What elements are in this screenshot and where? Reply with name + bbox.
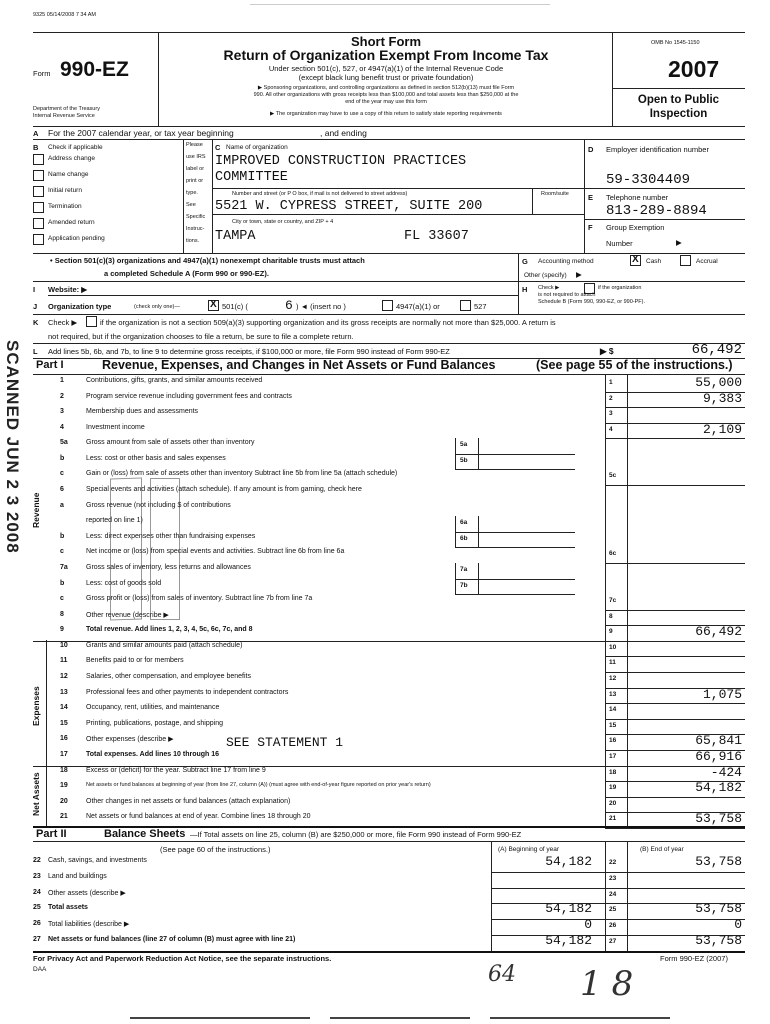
line-description: Professional fees and other payments to independent contractors (86, 688, 289, 696)
side-expenses: Expenses (31, 686, 41, 726)
check-only-one: (check only one)— (134, 304, 180, 310)
line-number: 11 (60, 657, 68, 665)
side-revenue: Revenue (31, 492, 41, 528)
part2-see: (See page 60 of the instructions.) (160, 845, 271, 854)
website-label: Website: ▶ (48, 285, 87, 294)
501c-mark: X (210, 299, 217, 310)
print-timestamp: 9325 05/14/2008 7 34 AM (33, 12, 96, 18)
bs-line-number: 25 (33, 904, 41, 912)
cash-checkbox-mark: X (632, 254, 639, 265)
line-description: Net income or (loss) from special events and activities. Subtract line 6b from line 6a (86, 548, 345, 556)
group-exemption-label: Group Exemption (606, 223, 665, 232)
line-number: 8 (60, 610, 64, 618)
inner-box-label: 6a (460, 519, 468, 527)
part1-title: Revenue, Expenses, and Changes in Net Assets or Fund Balances (102, 358, 496, 372)
line-description: Less: cost of goods sold (86, 579, 162, 587)
line-description: Other changes in net assets or fund balances (attach explanation) (86, 797, 291, 805)
line-box-label: 4 (609, 425, 613, 433)
bs-box-label: 23 (609, 874, 617, 882)
open-to-public: Open to Public (637, 94, 720, 106)
line-description: Gross sales of inventory, less returns and allowances (86, 563, 251, 571)
g-label: G (522, 257, 528, 266)
line-value: 9,383 (702, 390, 742, 406)
inner-box-label: 6b (460, 534, 468, 542)
tax-year: 2007 (668, 56, 720, 82)
line-value: 66,492 (695, 624, 742, 640)
bs-col-b-value: 53,758 (695, 901, 742, 917)
line-number: 13 (60, 688, 68, 696)
row-a-label: A (33, 129, 39, 138)
line-number: b (60, 579, 65, 587)
4947-checkbox[interactable] (382, 300, 393, 311)
line-number: a (60, 501, 64, 509)
row-b-label: B (33, 143, 39, 152)
received-stamp-2 (150, 478, 180, 620)
line-box-label: 11 (609, 659, 616, 667)
please-text: tions. (186, 238, 200, 244)
ein-value: 59-3304409 (606, 172, 691, 188)
line-box-label: 10 (609, 643, 617, 651)
phone-label: Telephone number (606, 193, 669, 202)
line-box-label: 2 (609, 394, 613, 402)
row-a-text: For the 2007 calendar year, or tax year beginning (48, 128, 234, 138)
line-description: Benefits paid to or for members (86, 657, 184, 665)
bs-box-label: 22 (609, 859, 617, 866)
line-number: 21 (60, 813, 68, 821)
arrow-icon: ▶ (576, 270, 582, 279)
row-a-ending: , and ending (320, 128, 367, 138)
line-box-label: 9 (609, 628, 613, 636)
line-description: Printing, publications, postage, and shipping (86, 719, 223, 727)
bs-line-description: Total liabilities (describe ▶ (48, 921, 130, 929)
bs-col-a-value: 54,182 (545, 933, 592, 948)
line-description: reported on line 1) (86, 517, 143, 525)
bs-box-label: 25 (609, 906, 617, 914)
please-text: use IRS (186, 154, 206, 160)
bs-col-b-value: 53,758 (695, 854, 742, 869)
line-box-label: 8 (609, 612, 613, 620)
line-description: Investment income (86, 423, 145, 431)
received-stamp (110, 477, 142, 620)
line-number: 5a (60, 439, 68, 447)
section501-line1: • Section 501(c)(3) organizations and 4947(a)(1) nonexempt charitable trusts must attach (50, 256, 365, 265)
l-label: L (33, 347, 38, 356)
line-box-label: 20 (609, 799, 617, 807)
street-label: Number and street (or P O box, if mail is not delivered to street address) (232, 191, 408, 197)
line-description: Gross amount from sale of assets other than inventory (86, 439, 255, 447)
line-number: 19 (60, 782, 68, 790)
line-number: c (60, 595, 64, 603)
line-description: Grants and similar amounts paid (attach schedule) (86, 641, 243, 649)
line-description: Net assets or fund balances at end of year. Combine lines 18 through 20 (86, 813, 311, 821)
bs-col-b-value: 53,758 (695, 933, 742, 948)
col-b-header: (B) End of year (640, 846, 684, 853)
4947-label: 4947(a)(1) or (396, 302, 440, 311)
applicable-checkbox[interactable] (33, 218, 44, 229)
k-check: Check ▶ (48, 318, 78, 327)
room-label: Room/suite (541, 191, 569, 197)
accrual-checkbox[interactable] (680, 255, 691, 266)
d-label: D (588, 145, 594, 154)
part2-label: Part II (36, 828, 67, 840)
ein-label: Employer identification number (606, 145, 709, 154)
short-form: Short Form (350, 34, 422, 49)
note2: 990. All other organizations with gross receipts less than $100,000 and total assets less than $250,000 at the (253, 92, 519, 98)
line-description: Special events and activities (attach schedule). If any amount is from gaming, check here (86, 486, 362, 494)
501c-number: 6 (285, 298, 293, 313)
line-number: 12 (60, 673, 68, 681)
daa: DAA (33, 966, 47, 973)
applicable-checkbox[interactable] (33, 202, 44, 213)
line-description: Excess or (deficit) for the year. Subtract line 17 from line 9 (86, 766, 266, 774)
please-text: See (186, 202, 196, 208)
footer-form: Form 990-EZ (2007) (660, 954, 728, 963)
applicable-option-label: Amended return (48, 219, 95, 226)
527-label: 527 (474, 302, 487, 311)
line-description: Other expenses (describe ▶ (86, 736, 174, 744)
line-description: Other revenue (describe ▶ (86, 611, 169, 619)
line-number: 3 (60, 408, 64, 416)
line-number: 9 (60, 626, 64, 634)
line-box-label: 15 (609, 721, 617, 729)
line-number: b (60, 454, 65, 462)
line-number: 10 (60, 641, 68, 649)
bs-col-a-value: 0 (584, 917, 592, 933)
bs-box-label: 24 (609, 890, 617, 898)
h-text2: if the organization (598, 285, 642, 291)
l-arrow: ▶ $ (600, 346, 614, 356)
applicable-option-label: Termination (48, 203, 82, 210)
line-number: 18 (60, 766, 68, 774)
h-check-label: Check ▶ (538, 285, 560, 291)
line-description: Gross profit or (loss) from sales of inventory. Subtract line 7b from line 7a (86, 595, 313, 603)
top-edge (250, 4, 550, 5)
line-number: 15 (60, 719, 68, 727)
side-net-assets: Net Assets (31, 772, 41, 816)
bs-line-description: Total assets (48, 904, 88, 912)
org-street: 5521 W. CYPRESS STREET, SUITE 200 (215, 199, 483, 214)
org-name-line2: COMMITTEE (215, 170, 288, 185)
org-name-line1: IMPROVED CONSTRUCTION PRACTICES (215, 154, 467, 169)
dept-line1: Department of the Treasury (33, 106, 100, 112)
bs-col-a-value: 54,182 (545, 854, 592, 869)
scanned-stamp: SCANNED JUN 2 3 2008 (3, 340, 22, 554)
line-number: 20 (60, 797, 68, 805)
handwritten-64: 64 (488, 962, 516, 987)
bs-line-number: 27 (33, 936, 41, 943)
line-value: 66,916 (695, 748, 742, 764)
line-description: Gain or (loss) from sale of assets other than inventory Subtract line 5b from line 5a (attach schedule) (86, 470, 398, 478)
k-text3: not required, but if the organization chooses to file a return, be sure to file a complete return. (48, 332, 354, 341)
line-description: Program service revenue including government fees and contracts (86, 392, 292, 400)
inner-box-label: 5b (460, 456, 468, 464)
line-box-label: 12 (609, 675, 617, 683)
accounting-method-label: Accounting method (538, 258, 594, 265)
c-label: C (215, 143, 221, 152)
line-box-label: 13 (609, 690, 617, 698)
inspection: Inspection (649, 108, 708, 120)
i-label: I (33, 285, 36, 294)
inner-box-label: 7a (460, 565, 468, 573)
form-label: Form (33, 69, 51, 78)
bs-line-description: Net assets or fund balances (line 27 of column (B) must agree with line 21) (48, 936, 296, 943)
line-value: 65,841 (695, 733, 742, 749)
omb-number: OMB No 1545-1150 (651, 40, 700, 46)
h-text4: Schedule B (Form 990, 990-EZ, or 990-PF). (538, 299, 645, 305)
gross-receipts-value: 66,492 (691, 342, 742, 358)
dept-line2: Internal Revenue Service (33, 113, 95, 119)
applicable-checkbox[interactable] (33, 154, 44, 165)
org-city: TAMPA (215, 229, 256, 244)
org-state-zip: FL 33607 (404, 229, 469, 244)
e-label: E (588, 193, 594, 202)
please-text: Specific (186, 214, 206, 220)
number-label: Number (606, 239, 633, 248)
k-checkbox[interactable] (86, 316, 97, 327)
accrual-label: Accrual (696, 258, 718, 265)
line-box-label: 6c (609, 550, 617, 558)
bs-line-number: 22 (33, 857, 41, 864)
line-description: Less: cost or other basis and sales expenses (86, 454, 226, 462)
line-value: 53,758 (695, 811, 742, 827)
line-number: 4 (60, 423, 64, 431)
line-description: Gross revenue (not including $ of contributions (86, 501, 231, 509)
k-label: K (33, 318, 39, 327)
line-number: 2 (60, 392, 64, 400)
please-text: print or (186, 178, 204, 184)
form-number: 990-EZ (60, 58, 129, 81)
line-number: 1 (60, 377, 64, 384)
phone-value: 813-289-8894 (606, 203, 707, 219)
line-number: 7a (60, 563, 68, 571)
other-specify-label: Other (specify) (524, 272, 567, 279)
bs-line-description: Cash, savings, and investments (48, 857, 147, 864)
line-number: 14 (60, 704, 68, 712)
col-a-header: (A) Beginning of year (498, 846, 560, 853)
line-value: -424 (710, 764, 742, 780)
applicable-option-label: Application pending (48, 235, 105, 242)
h-label: H (522, 285, 528, 294)
city-label: City or town, state or country, and ZIP + 4 (232, 219, 334, 225)
subtitle2: (except black lung benefit trust or private foundation) (298, 73, 474, 82)
bs-box-label: 27 (609, 938, 617, 945)
applicable-option-label: Name change (48, 171, 89, 178)
j-label: J (33, 302, 38, 311)
501c-label: 501(c) ( (222, 302, 248, 311)
please-text: type. (186, 190, 198, 196)
please-text: Instruc- (186, 226, 205, 232)
applicable-checkbox[interactable] (33, 170, 44, 181)
part2-title: Balance Sheets (104, 828, 186, 840)
line-box-label: 1 (609, 379, 613, 386)
line-number: 6 (60, 486, 64, 494)
handwritten-18: 18 (580, 964, 644, 1004)
line-number: b (60, 532, 65, 540)
part2-note: —If Total assets on line 25, column (B) are $250,000 or more, file Form 990 instead of Form 990-EZ (190, 830, 522, 839)
subtitle1: Under section 501(c), 527, or 4947(a)(1) of the Internal Revenue Code (268, 64, 504, 73)
bs-col-b-value: 0 (734, 917, 742, 933)
bs-line-number: 26 (33, 920, 41, 928)
line-box-label: 16 (609, 737, 617, 745)
line16-statement: SEE STATEMENT 1 (226, 735, 344, 750)
line-box-label: 17 (609, 752, 617, 760)
line-description: Total revenue. Add lines 1, 2, 3, 4, 5c, 6c, 7c, and 8 (86, 626, 253, 634)
line-number: 17 (60, 750, 68, 758)
note1: ▶ Sponsoring organizations, and controlling organizations as defined in section 512(b)(13) must file Form (257, 85, 515, 91)
bs-line-description: Land and buildings (48, 872, 107, 880)
bs-line-number: 23 (33, 872, 41, 880)
line-number: c (60, 470, 64, 478)
line-box-label: 3 (609, 410, 613, 418)
l-text: Add lines 5b, 6b, and 7b, to line 9 to determine gross receipts, if $100,000 or more, file Form 990 instead of Form 990-EZ (48, 347, 450, 356)
h-text3: is not required to attach (538, 292, 596, 298)
arrow-icon: ▶ (676, 238, 682, 247)
line-box-label: 5c (609, 472, 617, 480)
line-description: Salaries, other compensation, and employee benefits (86, 673, 251, 681)
line-description: Less: direct expenses other than fundraising expenses (86, 532, 256, 540)
part1-label: Part I (36, 359, 64, 371)
header-top-rule (33, 32, 745, 33)
line-value: 54,182 (695, 780, 742, 796)
part1-see: (See page 55 of the instructions.) (536, 358, 733, 372)
bs-col-a-value: 54,182 (545, 901, 592, 917)
line-box-label: 14 (609, 706, 617, 714)
line-description: Occupancy, rent, utilities, and maintenance (86, 704, 220, 712)
please-text: Please (186, 142, 203, 148)
privacy-notice: For Privacy Act and Paperwork Reduction Act Notice, see the separate instructions. (33, 954, 332, 963)
line-value: 2,109 (702, 421, 742, 437)
line-description: Net assets or fund balances at beginning of year (from line 27, column (A)) (must agree with end-of-year figure reported on prior year's return) (86, 782, 431, 789)
applicable-option-label: Address change (48, 155, 95, 162)
line-number: 16 (60, 735, 68, 743)
applicable-checkbox[interactable] (33, 186, 44, 197)
line-description: Contributions, gifts, grants, and similar amounts received (86, 377, 263, 384)
inner-box-label: 5a (460, 441, 468, 449)
f-label: F (588, 223, 593, 232)
note3: end of the year may use this form (345, 99, 427, 105)
check-if-applicable: Check if applicable (48, 144, 103, 151)
org-type-label: Organization type (48, 302, 112, 311)
applicable-checkbox[interactable] (33, 234, 44, 245)
name-of-org-label: Name of organization (226, 144, 288, 151)
527-checkbox[interactable] (460, 300, 471, 311)
line-box-label: 21 (609, 815, 617, 823)
line-value: 1,075 (702, 686, 742, 702)
please-text: label or (186, 166, 205, 172)
applicable-option-label: Initial return (48, 187, 82, 194)
line-description: Membership dues and assessments (86, 408, 199, 416)
form-title: Return of Organization Exempt From Income Tax (223, 47, 549, 63)
line-description: Total expenses. Add lines 10 through 16 (86, 750, 220, 758)
section501-line2: a completed Schedule A (Form 990 or 990-EZ). (104, 269, 269, 278)
cash-label: Cash (646, 258, 662, 265)
line-box-label: 18 (609, 768, 617, 776)
line-value: 55,000 (695, 375, 742, 390)
line-number: c (60, 548, 64, 556)
insert-no: ) ◄ (insert no ) (296, 302, 346, 311)
note4: ▶ The organization may have to use a copy of this return to satisfy state reporting requirements (270, 111, 502, 117)
line-box-label: 19 (609, 784, 617, 792)
k-text2: if the organization is not a section 509(a)(3) supporting organization and its gross receipts are normally not more than $25,000. A return is (100, 318, 556, 327)
bs-line-number: 24 (33, 888, 41, 896)
line-box-label: 7c (609, 597, 617, 605)
bs-line-description: Other assets (describe ▶ (48, 889, 126, 897)
inner-box-label: 7b (460, 581, 468, 589)
bs-box-label: 26 (609, 922, 617, 930)
